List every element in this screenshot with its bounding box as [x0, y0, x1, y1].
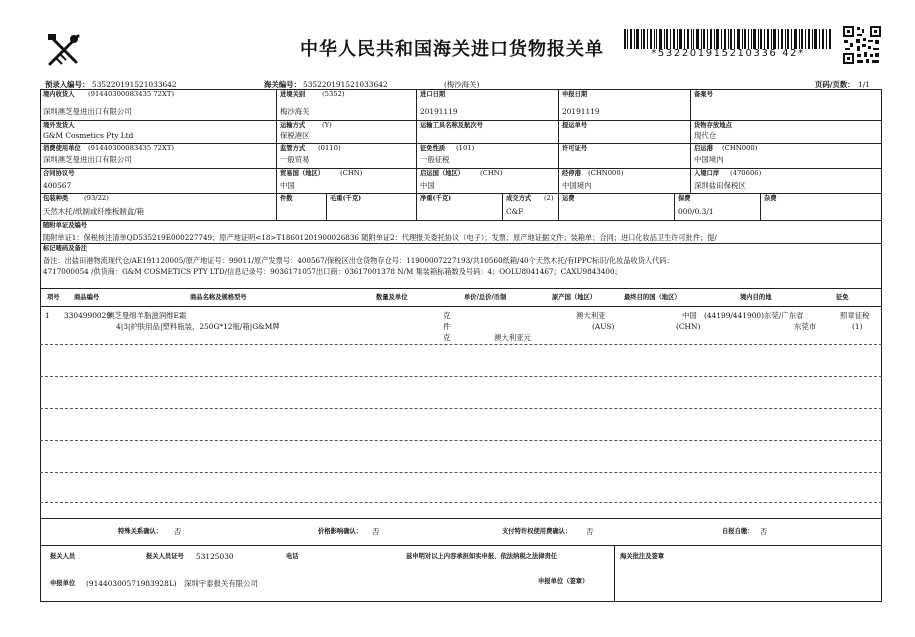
- goods-unit1: 克: [443, 311, 451, 320]
- phone-label: 电话: [286, 553, 299, 560]
- transport-mode-label: 运输方式: [280, 122, 306, 129]
- goods-no: 1: [45, 311, 50, 320]
- consumer-code: (91440300083435 72XT): [88, 144, 175, 152]
- approval-label: 海关批注及签章: [620, 553, 665, 560]
- supervision-code: (0110): [318, 144, 341, 152]
- levy-name: 一般征税: [420, 155, 450, 164]
- goods-unit2: 件: [443, 322, 451, 331]
- goods-currency: 澳大利亚元: [494, 333, 531, 342]
- agent-label: 申报单位: [50, 580, 76, 587]
- consumer-name: 深圳澳芝曼进出口有限公司: [43, 155, 132, 164]
- special-relation-label: 特殊关系确认：: [118, 528, 163, 535]
- special-relation-value: 否: [174, 527, 182, 536]
- consignee-name: 深圳澳芝曼进出口有限公司: [43, 107, 132, 116]
- barcode-text: *532201915210336 42*: [651, 48, 805, 59]
- docs-label: 随附单证及编号: [43, 222, 88, 229]
- customs-office: (梅沙海关): [444, 80, 480, 89]
- agent-name: 深圳宇泰报关有限公司: [184, 579, 258, 588]
- package-name: 天然木托/纸制或纤维板制盒/箱: [43, 207, 145, 216]
- entry-customs-name: 梅沙海关: [280, 107, 310, 116]
- agent-code: (91440300571983928L): [86, 579, 177, 588]
- declare-date: 20191119: [562, 107, 600, 116]
- page-label: 页码/页数：: [815, 80, 855, 89]
- origin-country-code: (CHN): [480, 169, 503, 177]
- transport-mode-name: 保税港区: [280, 131, 310, 140]
- customs-no-label: 海关编号：: [264, 80, 301, 89]
- deal-code: (2): [544, 194, 554, 202]
- goods-final-name: 中国: [682, 311, 697, 320]
- declarant-label: 报关人员: [50, 553, 76, 560]
- entry-port-code: (470606): [730, 169, 762, 177]
- goods-final-code: (CHN): [676, 322, 701, 331]
- departure-port-code: (CHN000): [722, 144, 758, 152]
- consumer-label: 消费使用单位: [43, 145, 81, 152]
- declarant-cert-label: 报关人员证号: [146, 553, 184, 560]
- storage: 现代仓: [694, 131, 717, 140]
- shipper-name: G&M Cosmetics Pty Ltd: [43, 131, 134, 140]
- insurance-label: 保费: [678, 195, 691, 202]
- declaration-form: [40, 89, 882, 602]
- package-code: (93/22): [84, 194, 109, 202]
- page-value: 1/1: [858, 80, 870, 89]
- trade-country-code: (CHN): [340, 169, 363, 177]
- goods-code: 3304990029: [64, 311, 112, 320]
- bill-no-label: 提运单号: [562, 122, 588, 129]
- transport-mode-code: (Y): [322, 121, 332, 129]
- price-impact-label: 价格影响确认：: [318, 528, 363, 535]
- net-weight-label: 净重(千克): [420, 195, 452, 202]
- origin-country-label: 启运国（地区）: [420, 170, 465, 177]
- royalty-label: 支付特许权使用费确认：: [502, 528, 572, 535]
- deal-label: 成交方式: [506, 195, 532, 202]
- seal-label: 申报单位（签章）: [538, 578, 589, 585]
- package-label: 包装种类: [43, 195, 69, 202]
- docs-text: 随附单证1：保税核注清单QD535219E000227749；原产地证明<18>T18601201900026836 随附单证2：代理报关委托协议（电子）；发票；原产地证据文件；装箱单；合同；进口化妆品卫生许可批件；提/: [43, 233, 717, 242]
- shipper-label: 境外发货人: [43, 122, 75, 129]
- price-impact-value: 否: [372, 527, 380, 536]
- gross-weight-label: 毛重(千克): [330, 195, 362, 202]
- transit-port-code: (CHN000): [588, 169, 624, 177]
- goods-levy-name: 照章征税: [840, 311, 870, 320]
- departure-port-label: 启运港: [694, 145, 713, 152]
- pieces-label: 件数: [280, 195, 293, 202]
- entry-customs-code: (5352): [322, 90, 345, 98]
- goods-domestic-name: 东莞市: [794, 322, 817, 331]
- goods-header-code: 商品编号: [74, 294, 100, 301]
- storage-label: 货物存放地点: [694, 122, 732, 129]
- goods-spec: 4|3|护肤用品|塑料瓶装，250G*12瓶/箱|G&M牌: [116, 322, 280, 331]
- import-date-label: 进口日期: [420, 91, 446, 98]
- remarks-line2: 4717000054 /供货商：G&M COSMETICS PTY LTD/信息记录号：9036171057出口商：03617001378 N/M 集装箱标箱数及号码：4；OOLU8041467；CAXU9843400；: [43, 267, 622, 276]
- customs-no: 535220191521033642: [303, 80, 388, 89]
- transit-port-label: 经停港: [562, 170, 581, 177]
- license-label: 许可证号: [562, 145, 588, 152]
- entry-port-name: 深圳盐田保税区: [694, 181, 746, 190]
- record-no-label: 备案号: [694, 91, 713, 98]
- declare-date-label: 申报日期: [562, 91, 588, 98]
- goods-header-qty: 数量及单位: [376, 294, 408, 301]
- consignee-label: 境内收货人: [43, 91, 75, 98]
- goods-origin-name: 澳大利亚: [576, 311, 606, 320]
- origin-country-name: 中国: [420, 181, 435, 190]
- supervision-label: 监管方式: [280, 145, 306, 152]
- self-declare-label: 自报自缴：: [722, 528, 754, 535]
- goods-header-final-dest: 最终目的国（地区）: [624, 294, 681, 301]
- declarant-cert: 53125030: [196, 552, 234, 561]
- goods-levy-code: (1): [852, 322, 863, 331]
- remarks-line1: 备注：出盐田港物流现代仓/AE191120005/原产地证号：99011/原产发票号：400567/保税区出仓货物存仓号：11900007227193/共10560纸箱/40个天然木托/有IPPC标识/化妆品收货人代码：: [43, 256, 674, 265]
- statement: 兹申明对以上内容承担如实申报、依法纳税之法律责任: [406, 553, 558, 560]
- consignee-code: (91440300083435 72XT): [88, 90, 175, 98]
- goods-header-domestic-dest: 境内目的地: [740, 294, 772, 301]
- royalty-value: 否: [586, 527, 594, 536]
- vessel-label: 运输工具名称及航次号: [420, 122, 483, 129]
- qr-code-icon: [843, 26, 881, 64]
- misc-label: 杂费: [764, 195, 777, 202]
- trade-country-name: 中国: [280, 181, 295, 190]
- page-title: 中华人民共和国海关进口货物报关单: [300, 39, 604, 60]
- contract-no: 400567: [43, 181, 72, 190]
- trade-country-label: 贸易国（地区）: [280, 170, 325, 177]
- supervision-name: 一般贸易: [280, 155, 310, 164]
- contract-label: 合同协议号: [43, 170, 75, 177]
- goods-header-levy: 征免: [836, 294, 849, 301]
- levy-code: (101): [456, 144, 475, 152]
- entry-port-label: 入境口岸: [694, 170, 720, 177]
- goods-header-origin: 原产国（地区）: [552, 294, 597, 301]
- freight-label: 运费: [562, 195, 575, 202]
- pre-entry-no: 535220191521033642: [92, 80, 177, 89]
- entry-customs-label: 进境关别: [280, 91, 306, 98]
- goods-name: 澳芝曼绵羊脂滋润维E霜: [107, 311, 187, 320]
- insurance-value: 000/0.3/1: [678, 207, 714, 216]
- goods-origin-code: (AUS): [592, 322, 615, 331]
- goods-domestic-code: (44199/441900)东莞/广东省: [704, 311, 804, 320]
- levy-label: 征免性质: [420, 145, 446, 152]
- remarks-label: 标记唛码及备注: [43, 245, 88, 252]
- pre-entry-label: 预录入编号：: [45, 80, 90, 89]
- deal-name: C&F: [506, 207, 524, 216]
- customs-emblem-icon: [44, 30, 84, 70]
- barcode: [624, 29, 832, 49]
- goods-header-no: 项号: [47, 294, 60, 301]
- transit-port-name: 中国境内: [562, 181, 592, 190]
- import-date: 20191119: [420, 107, 458, 116]
- self-declare-value: 否: [760, 527, 768, 536]
- departure-port-name: 中国境内: [694, 155, 724, 164]
- goods-header-price: 单价/总价/币制: [464, 294, 507, 301]
- goods-header-name: 商品名称及规格型号: [190, 294, 247, 301]
- goods-unit3: 克: [443, 333, 451, 342]
